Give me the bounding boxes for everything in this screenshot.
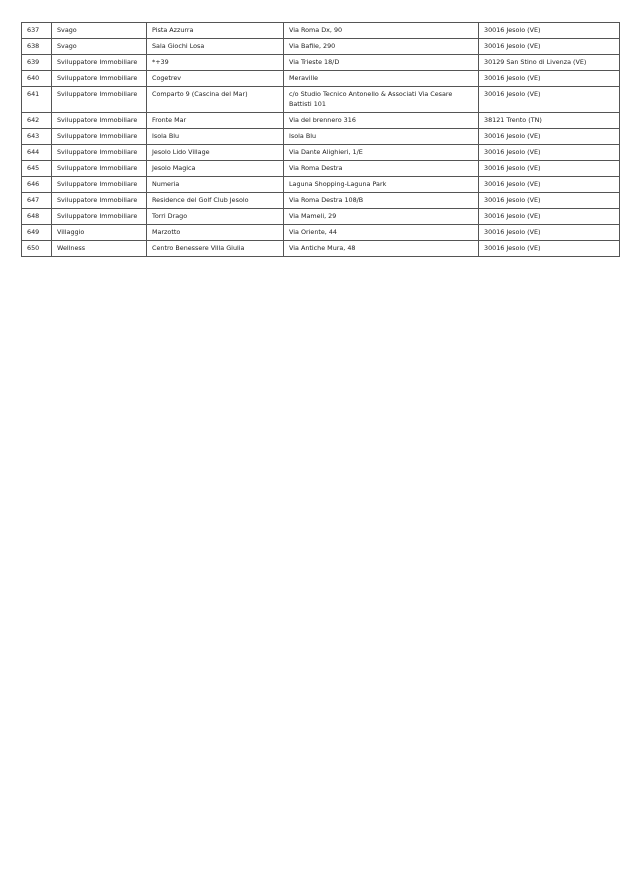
address-cell: Via Roma Dx, 90 <box>284 23 479 39</box>
city-cell: 30016 Jesolo (VE) <box>479 23 620 39</box>
table-row <box>22 113 620 129</box>
table-row <box>22 129 620 145</box>
name-cell: Cogetrev <box>147 71 284 87</box>
city-cell: 30129 San Stino di Livenza (VE) <box>479 55 620 71</box>
category-cell: Svago <box>52 23 147 39</box>
row-number: 649 <box>22 225 52 241</box>
row-number: 647 <box>22 193 52 209</box>
name-cell: Jesolo Magica <box>147 161 284 177</box>
table-row <box>22 87 620 113</box>
category-cell: Sviluppatore Immobiliare <box>52 71 147 87</box>
city-cell: 30016 Jesolo (VE) <box>479 209 620 225</box>
address-cell: Via Mameli, 29 <box>284 209 479 225</box>
table-row <box>22 209 620 225</box>
address-cell: Meraville <box>284 71 479 87</box>
city-cell: 30016 Jesolo (VE) <box>479 241 620 257</box>
row-number: 638 <box>22 39 52 55</box>
row-number: 640 <box>22 71 52 87</box>
category-cell: Sviluppatore Immobiliare <box>52 87 147 113</box>
category-cell: Svago <box>52 39 147 55</box>
city-cell: 30016 Jesolo (VE) <box>479 87 620 113</box>
table-row <box>22 145 620 161</box>
address-cell: Via del brennero 316 <box>284 113 479 129</box>
category-cell: Villaggio <box>52 225 147 241</box>
table-row <box>22 39 620 55</box>
city-cell: 30016 Jesolo (VE) <box>479 145 620 161</box>
address-cell: Via Roma Destra 108/B <box>284 193 479 209</box>
category-cell: Sviluppatore Immobiliare <box>52 145 147 161</box>
row-number: 639 <box>22 55 52 71</box>
table-row <box>22 241 620 257</box>
name-cell: Residence del Golf Club Jesolo <box>147 193 284 209</box>
row-number: 648 <box>22 209 52 225</box>
city-cell: 38121 Trento (TN) <box>479 113 620 129</box>
name-cell: Isola Blu <box>147 129 284 145</box>
row-number: 641 <box>22 87 52 113</box>
row-number: 637 <box>22 23 52 39</box>
row-number: 650 <box>22 241 52 257</box>
row-number: 642 <box>22 113 52 129</box>
name-cell: Marzotto <box>147 225 284 241</box>
listing-table <box>21 22 620 257</box>
category-cell: Sviluppatore Immobiliare <box>52 193 147 209</box>
city-cell: 30016 Jesolo (VE) <box>479 225 620 241</box>
name-cell: Numeria <box>147 177 284 193</box>
city-cell: 30016 Jesolo (VE) <box>479 161 620 177</box>
name-cell: Jesolo Lido Village <box>147 145 284 161</box>
address-cell: Via Bafile, 290 <box>284 39 479 55</box>
city-cell: 30016 Jesolo (VE) <box>479 71 620 87</box>
table-row <box>22 55 620 71</box>
address-cell: Via Oriente, 44 <box>284 225 479 241</box>
row-number: 646 <box>22 177 52 193</box>
category-cell: Sviluppatore Immobiliare <box>52 177 147 193</box>
address-cell: c/o Studio Tecnico Antonello & Associati Via Cesare Battisti 101 <box>284 87 479 113</box>
name-cell: Pista Azzurra <box>147 23 284 39</box>
address-cell: Via Dante Alighieri, 1/E <box>284 145 479 161</box>
table-row <box>22 193 620 209</box>
category-cell: Wellness <box>52 241 147 257</box>
address-cell: Via Antiche Mura, 48 <box>284 241 479 257</box>
address-cell: Laguna Shopping-Laguna Park <box>284 177 479 193</box>
city-cell: 30016 Jesolo (VE) <box>479 177 620 193</box>
table-row <box>22 161 620 177</box>
row-number: 644 <box>22 145 52 161</box>
table-row <box>22 177 620 193</box>
name-cell: Sala Giochi Losa <box>147 39 284 55</box>
address-cell: Via Trieste 18/D <box>284 55 479 71</box>
address-cell: Isola Blu <box>284 129 479 145</box>
name-cell: *+39 <box>147 55 284 71</box>
row-number: 643 <box>22 129 52 145</box>
category-cell: Sviluppatore Immobiliare <box>52 55 147 71</box>
name-cell: Comparto 9 (Cascina del Mar) <box>147 87 284 113</box>
city-cell: 30016 Jesolo (VE) <box>479 39 620 55</box>
table-row <box>22 23 620 39</box>
category-cell: Sviluppatore Immobiliare <box>52 129 147 145</box>
name-cell: Torri Drago <box>147 209 284 225</box>
category-cell: Sviluppatore Immobiliare <box>52 209 147 225</box>
table-row <box>22 225 620 241</box>
category-cell: Sviluppatore Immobiliare <box>52 161 147 177</box>
city-cell: 30016 Jesolo (VE) <box>479 129 620 145</box>
category-cell: Sviluppatore Immobiliare <box>52 113 147 129</box>
name-cell: Centro Benessere Villa Giulia <box>147 241 284 257</box>
table-row <box>22 71 620 87</box>
address-cell: Via Roma Destra <box>284 161 479 177</box>
city-cell: 30016 Jesolo (VE) <box>479 193 620 209</box>
name-cell: Fronte Mar <box>147 113 284 129</box>
row-number: 645 <box>22 161 52 177</box>
document-page <box>21 22 619 257</box>
